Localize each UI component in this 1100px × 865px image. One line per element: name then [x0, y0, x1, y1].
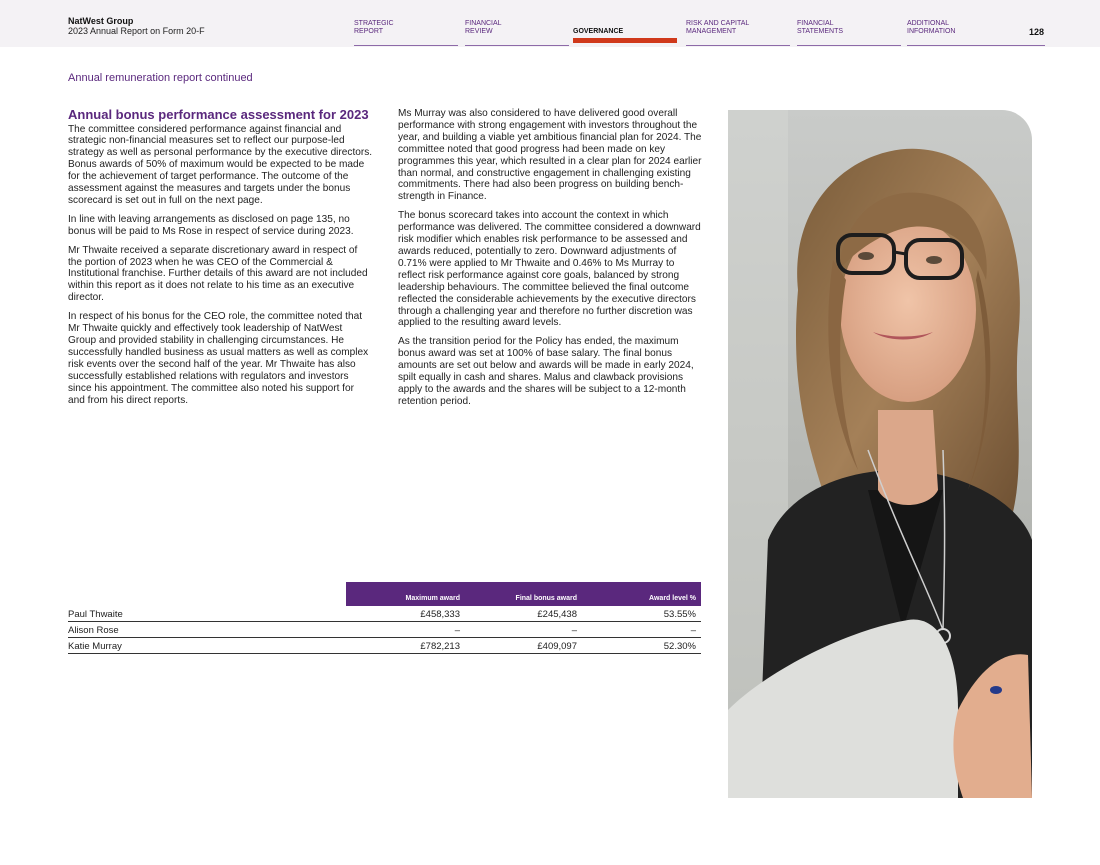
nav-active-underline: [573, 38, 677, 43]
nav-line1: GOVERNANCE: [573, 28, 624, 35]
nav-line1: STRATEGIC: [354, 20, 394, 27]
paragraph: As the transition period for the Policy has ended, the maximum bonus award was set at 100% of base salary. The final bonus amounts are set out below and awards will be made in early 2024, spilt equally in cash and shares. Malus and clawback provisions apply to the awards and the shares will be subject to a 12-month retention period.: [398, 336, 694, 407]
page-header: [0, 0, 1100, 47]
section-label: Annual remuneration report continued: [68, 72, 253, 84]
nav-financial-review[interactable]: [465, 20, 569, 36]
row-level: 53.55%: [663, 609, 696, 620]
paragraph: In line with leaving arrangements as disclosed on page 135, no bonus will be paid to Ms Rose in respect of service during 2023.: [68, 213, 354, 237]
row-final: £245,438: [537, 609, 577, 620]
nav-underline: [354, 45, 458, 46]
row-name: Paul Thwaite: [68, 609, 123, 620]
nav-financial-statements[interactable]: [797, 20, 901, 36]
nav-underline: [686, 45, 790, 46]
row-max: £782,213: [420, 641, 460, 652]
text-column-middle: [398, 108, 703, 415]
table-row: [68, 622, 701, 638]
nav-additional-information[interactable]: [907, 20, 1045, 36]
nav-line1: ADDITIONAL: [907, 20, 950, 27]
row-level: –: [690, 625, 696, 636]
row-final: –: [571, 625, 577, 636]
text-column-left: [68, 108, 373, 413]
nav-line1: RISK AND CAPITAL: [686, 20, 750, 27]
row-final: £409,097: [537, 641, 577, 652]
paragraph: The committee considered performance against financial and strategic non-financial measures set to reflect our purpose-led strategy as well as personal performance by the executive directors. Bonus awards of 50% of maximum would be expected to be made for the achievement of target performance. The outcome of the assessment against the measures and targets under the bonus scorecard is set out in full on the next page.: [68, 123, 373, 206]
paragraph: In respect of his bonus for the CEO role, the committee noted that Mr Thwaite quickly and effectively took leadership of NatWest Group and provided stability in challenging circumstances. He successfully handled business as usual matters as well as complex risk events over the second half of the year. Mr Thwaite has also successfully established relations with regulators and investors since his appointment. The committee also noted his support for and from his direct reports.: [68, 311, 369, 406]
section-heading: Annual bonus performance assessment for 2023: [68, 107, 369, 122]
row-name: Katie Murray: [68, 641, 122, 652]
executive-portrait-photo: [728, 110, 1032, 798]
col-header-max: Maximum award: [405, 595, 460, 602]
row-level: 52.30%: [663, 641, 696, 652]
paragraph: Ms Murray was also considered to have delivered good overall performance with strong engagement with investors throughout the year, and building a viable yet ambitious financial plan for 2024. The committee noted that good progress had been made on key programmes this year, which resulted in a clear plan for 2024 earlier than normal, and constructive engagement in challenging existing commitments. There had also been progress on building bench-strength in Finance.: [398, 108, 702, 203]
paragraph: The bonus scorecard takes into account the context in which performance was delivered. The committee considered a downward risk modifier which enables risk performance to be assessed and awards reduced, potentially to zero. Downward adjustments of 0.71% were applied to Mr Thwaite and 0.46% to Ms Murray to reflect risk performance against core goals, balanced by strong leadership behaviours. The committee believed the final outcome reflected the considerable achievements by the executive directors through a challenging year and therefore no further discretion was applied to the resulting award levels.: [398, 210, 701, 329]
nav-underline: [797, 45, 901, 46]
nav-line1: FINANCIAL: [797, 20, 834, 27]
nav-line2: MANAGEMENT: [686, 28, 737, 35]
table-row: [68, 638, 701, 654]
nav-underline: [465, 45, 569, 46]
table-row: [68, 606, 701, 622]
nav-underline: [907, 45, 1045, 46]
report-title: 2023 Annual Report on Form 20-F: [68, 26, 205, 36]
nav-governance[interactable]: [573, 28, 677, 36]
org-name: NatWest Group: [68, 16, 134, 26]
page-number: 128: [1028, 27, 1044, 37]
nav-strategic-report[interactable]: [354, 20, 458, 36]
row-max: –: [454, 625, 460, 636]
nav-line2: INFORMATION: [907, 28, 956, 35]
nav-risk-capital-management[interactable]: [686, 20, 790, 36]
row-max: £458,333: [420, 609, 460, 620]
nav-line2: REVIEW: [465, 28, 493, 35]
portrait-illustration: [728, 110, 1032, 798]
nav-line2: REPORT: [354, 28, 384, 35]
nav-line1: FINANCIAL: [465, 20, 502, 27]
nav-line2: STATEMENTS: [797, 28, 844, 35]
col-header-final: Final bonus award: [515, 595, 577, 602]
row-name: Alison Rose: [68, 625, 119, 636]
col-header-level: Award level %: [649, 595, 696, 602]
table-header: [346, 582, 701, 606]
paragraph: Mr Thwaite received a separate discretionary award in respect of the portion of 2023 when he was CEO of the Commercial & Institutional franchise. Further details of this award are not included within this report as it does not relate to his time as an executive director.: [68, 244, 368, 304]
brand-block: [68, 16, 205, 37]
